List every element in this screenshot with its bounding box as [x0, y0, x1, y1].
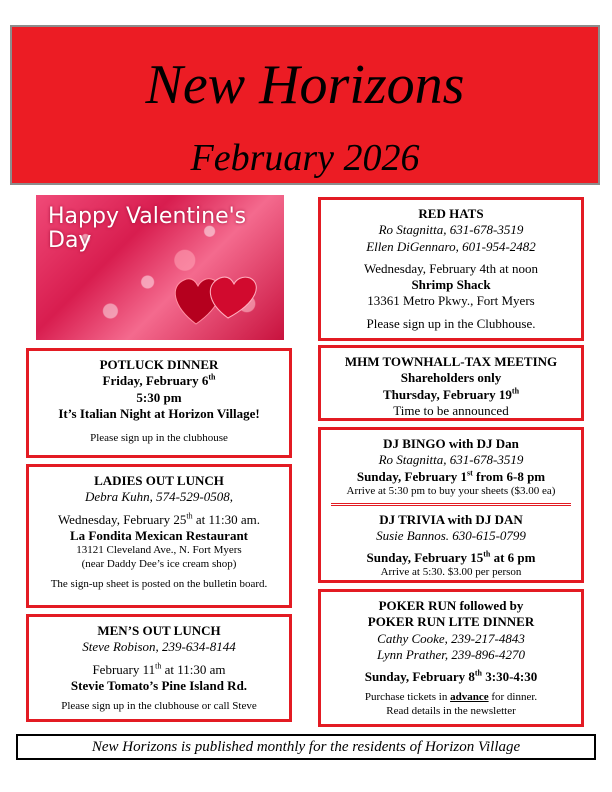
- mens-lunch-date: February 11th at 11:30 am: [92, 661, 226, 677]
- potluck-title: POTLUCK DINNER: [99, 357, 219, 372]
- issue-date: February 2026: [190, 137, 420, 179]
- newsletter-title: New Horizons: [145, 54, 465, 116]
- townhall-time: Time to be announced: [393, 402, 509, 418]
- mens-lunch-contact: Steve Robison, 239-634-8144: [82, 639, 236, 655]
- masthead: [10, 25, 600, 185]
- townhall-title: MHM TOWNHALL-TAX MEETING: [344, 354, 558, 369]
- dj-trivia-contact: Susie Bannos. 630-615-0799: [376, 527, 526, 543]
- poker-run-note-2: Read details in the newsletter: [386, 705, 516, 717]
- poker-run-contact-2: Lynn Prather, 239-896-4270: [376, 646, 526, 662]
- poker-run-contact-1: Cathy Cooke, 239-217-4843: [377, 630, 525, 646]
- dj-trivia-note: Arrive at 5:30. $3.00 per person: [380, 566, 522, 579]
- publication-footer: New Horizons is published monthly for the residents of Horizon Village: [16, 734, 596, 760]
- potluck-date: Friday, February 6th: [102, 372, 216, 389]
- potluck-time: 5:30 pm: [136, 389, 182, 405]
- ladies-lunch-place: La Fondita Mexican Restaurant: [69, 527, 249, 543]
- divider: [331, 503, 571, 506]
- poker-run-box: [318, 589, 584, 727]
- red-hats-address: 13361 Metro Pkwy., Fort Myers: [367, 293, 535, 309]
- red-hats-box: [318, 197, 584, 341]
- ladies-lunch-note: The sign-up sheet is posted on the bulletin board.: [50, 577, 268, 590]
- ladies-lunch-box: [26, 464, 292, 608]
- potluck-theme: It’s Italian Night at Horizon Village!: [58, 405, 260, 421]
- valentine-greeting: Happy Valentine's Day: [48, 204, 247, 254]
- red-hats-contact-2: Ellen DiGennaro, 601-954-2482: [366, 238, 536, 254]
- red-hats-place: Shrimp Shack: [411, 277, 491, 292]
- poker-run-title-1: POKER RUN followed by: [378, 598, 524, 613]
- dj-events-box: [318, 427, 584, 583]
- townhall-box: [318, 345, 584, 421]
- dj-trivia-title: DJ TRIVIA with DJ DAN: [379, 511, 523, 527]
- red-hats-note: Please sign up in the Clubhouse.: [366, 315, 536, 331]
- ladies-lunch-date: Wednesday, February 25th at 11:30 am.: [57, 511, 261, 527]
- mens-lunch-note: Please sign up in the clubhouse or call Steve: [61, 700, 257, 712]
- ladies-lunch-address: 13121 Cleveland Ave., N. Fort Myers: [76, 544, 242, 556]
- mens-lunch-title: MEN’S OUT LUNCH: [97, 623, 221, 638]
- dj-bingo-note: Arrive at 5:30 pm to buy your sheets ($3.00 ea): [346, 484, 556, 497]
- potluck-note: Please sign up in the clubhouse: [90, 432, 228, 444]
- ladies-lunch-contact: Debra Kuhn, 574-529-0508,: [84, 489, 234, 505]
- ladies-lunch-near: (near Daddy Dee’s ice cream shop): [81, 557, 237, 570]
- poker-run-title-2: POKER RUN LITE DINNER: [367, 614, 535, 630]
- poker-run-note-1: Purchase tickets in advance for dinner.: [364, 691, 538, 704]
- hearts-icon: [166, 262, 262, 334]
- mens-lunch-place: Stevie Tomato’s Pine Island Rd.: [70, 677, 248, 693]
- valentine-image: [36, 195, 284, 340]
- red-hats-when: Wednesday, February 4th at noon: [364, 260, 538, 276]
- poker-run-date: Sunday, February 8th 3:30-4:30: [364, 668, 538, 684]
- dj-bingo-title: DJ BINGO with DJ Dan: [383, 436, 519, 451]
- dj-bingo-date: Sunday, February 1st from 6-8 pm: [356, 468, 546, 484]
- townhall-date: Thursday, February 19th: [382, 386, 520, 402]
- ladies-lunch-title: LADIES OUT LUNCH: [94, 473, 224, 488]
- red-hats-contact-1: Ro Stagnitta, 631-678-3519: [378, 222, 524, 238]
- dj-bingo-contact: Ro Stagnitta, 631-678-3519: [378, 452, 524, 468]
- red-hats-title: RED HATS: [418, 206, 484, 221]
- dj-trivia-date: Sunday, February 15th at 6 pm: [366, 549, 536, 565]
- potluck-box: [26, 348, 292, 458]
- townhall-line1: Shareholders only: [400, 370, 502, 386]
- mens-lunch-box: [26, 614, 292, 722]
